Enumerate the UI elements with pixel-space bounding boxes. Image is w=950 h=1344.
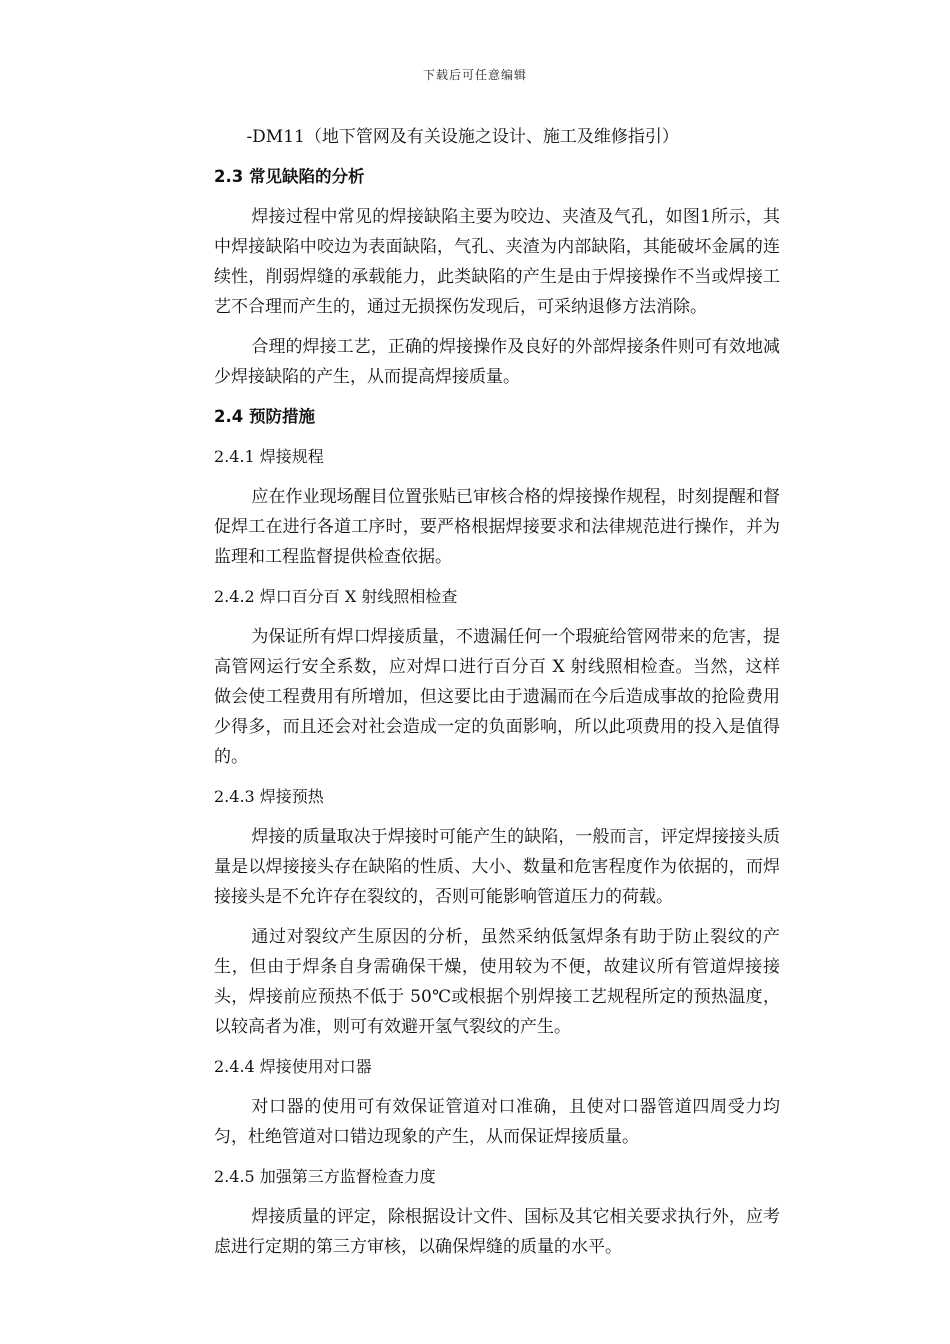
subsection-heading-2-4-2: 2.4.2 焊口百分百 X 射线照相检查 [214, 587, 458, 606]
continued-line: -DM11（地下管网及有关设施之设计、施工及维修指引） [214, 127, 679, 147]
paragraph-third-party: 焊接质量的评定，除根据设计文件、国标及其它相关要求执行外，应考虑进行定期的第三方审核，以确保焊缝的质量的水平。 [214, 1207, 780, 1257]
subsection-heading-2-4-4: 2.4.4 焊接使用对口器 [214, 1057, 372, 1076]
paragraph-preheat-1: 焊接的质量取决于焊接时可能产生的缺陷，一般而言，评定焊接接头质量是以焊接接头存在缺陷的性质、大小、数量和危害程度作为依据的，而焊接接头是不允许存在裂纹的，否则可能影响管道压力的荷载。 [214, 827, 780, 907]
page-header: 下载后可任意编辑 [422, 68, 527, 82]
paragraph-xray: 为保证所有焊口焊接质量，不遗漏任何一个瑕疵给管网带来的危害，提高管网运行安全系数，应对焊口进行百分百 X 射线照相检查。当然，这样做会使工程费用有所增加，但这要比由于遗漏而在今后造成事故的抢险费用少得多，而且还会对社会造成一定的负面影响，所以此项费用的投入是值得的。 [214, 627, 780, 767]
paragraph-clamp: 对口器的使用可有效保证管道对口准确，且使对口器管道四周受力均匀，杜绝管道对口错边现象的产生，从而保证焊接质量。 [214, 1097, 780, 1147]
document-body [214, 122, 780, 1272]
section-heading-2-4: 2.4 预防措施 [214, 407, 315, 426]
section-heading-2-3: 2.3 常见缺陷的分析 [214, 167, 365, 186]
subsection-heading-2-4-5: 2.4.5 加强第三方监督检查力度 [214, 1167, 436, 1186]
paragraph-process: 合理的焊接工艺，正确的焊接操作及良好的外部焊接条件则可有效地减少焊接缺陷的产生，从而提高焊接质量。 [214, 337, 780, 387]
paragraph-preheat-2: 通过对裂纹产生原因的分析，虽然采纳低氢焊条有助于防止裂纹的产生，但由于焊条自身需确保干燥，使用较为不便，故建议所有管道焊接接头，焊接前应预热不低于 50℃或根据个别焊接工艺规程所定的预热温度，以较高者为准，则可有效避开氢气裂纹的产生。 [214, 927, 780, 1037]
subsection-heading-2-4-3: 2.4.3 焊接预热 [214, 787, 324, 806]
paragraph-defects: 焊接过程中常见的焊接缺陷主要为咬边、夹渣及气孔，如图1所示，其中焊接缺陷中咬边为表面缺陷，气孔、夹渣为内部缺陷，其能破坏金属的连续性，削弱焊缝的承载能力，此类缺陷的产生是由于焊接操作不当或焊接工艺不合理而产生的，通过无损探伤发现后，可采纳退修方法消除。 [214, 207, 780, 317]
subsection-heading-2-4-1: 2.4.1 焊接规程 [214, 447, 324, 466]
paragraph-procedure: 应在作业现场醒目位置张贴已审核合格的焊接操作规程，时刻提醒和督促焊工在进行各道工序时，要严格根据焊接要求和法律规范进行操作，并为监理和工程监督提供检查依据。 [214, 487, 780, 567]
